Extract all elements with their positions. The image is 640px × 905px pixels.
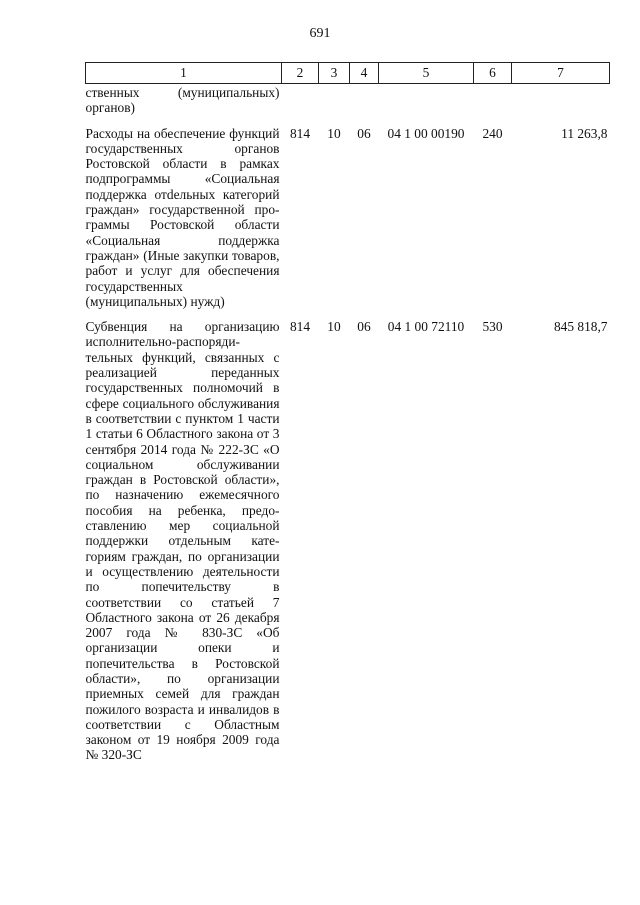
row-expense-type: 530 <box>482 319 503 335</box>
row-expense-type: 240 <box>482 125 503 141</box>
row-target-article <box>379 84 474 116</box>
row-admin-code <box>282 84 319 116</box>
column-header: 2 <box>282 63 319 84</box>
row-description: ственных (муниципальных) органов) <box>85 85 280 116</box>
table-header-row <box>86 63 610 84</box>
row-amount: 11 263,8 <box>561 125 608 141</box>
table-row <box>86 116 610 310</box>
column-header: 4 <box>350 63 379 84</box>
budget-table <box>85 62 610 763</box>
row-target-article: 04 1 00 72110 <box>387 319 465 335</box>
row-section-code: 10 <box>327 319 341 335</box>
row-section-code: 10 <box>327 125 341 141</box>
row-amount <box>512 84 610 116</box>
row-description: Расходы на обеспечение функций государственных органов Ростовской области в рамках подпрограммы «Социальная поддержка отdельных категорий граждан» государственной программы Ростовской области «Социальная поддержка граждан» (Иные закупки товаров, работ и услуг для обеспечения государственных (муниципальных) нужд) <box>85 125 280 309</box>
row-admin-code: 814 <box>289 319 311 335</box>
row-subsection-code: 06 <box>357 319 371 335</box>
row-subsection-code: 06 <box>357 125 371 141</box>
column-header: 1 <box>86 63 282 84</box>
row-expense-type <box>474 84 512 116</box>
table-row <box>86 309 610 763</box>
column-header: 5 <box>379 63 474 84</box>
page-number: 691 <box>309 26 331 41</box>
row-description: Субвенция на организацию исполнительно-распорядительных функций, связанных с реализацией переданных государственных полномочий в сфере социального обслуживания в соответствии с пунктом 1 части 1 статьи 6 Областного закона от 3 сентября 2014 года № 222-ЗС «О социальном обслуживании граждан в Ростовской области», по назначению ежемесячного пособия на ребенка, предоставлению мер социальной поддержки отдельным категориям граждан, по организации и осуществлению деятельности по попечительству в соответствии со статьей 7 Областного закона от 26 декабря 2007 года № 830-ЗС «Об организации опеки и попечительства в Ростовской области», по организации приемных семей для граждан пожилого возраста и инвалидов в соответствии с Областным законом от 19 ноября 2009 года № 320-ЗС <box>85 319 280 763</box>
row-amount: 845 818,7 <box>553 319 608 335</box>
table-row <box>86 84 610 116</box>
row-admin-code: 814 <box>289 125 311 141</box>
row-target-article: 04 1 00 00190 <box>387 125 465 141</box>
column-header: 3 <box>319 63 350 84</box>
row-section-code <box>319 84 350 116</box>
column-header: 7 <box>512 63 610 84</box>
row-subsection-code <box>350 84 379 116</box>
column-header: 6 <box>474 63 512 84</box>
